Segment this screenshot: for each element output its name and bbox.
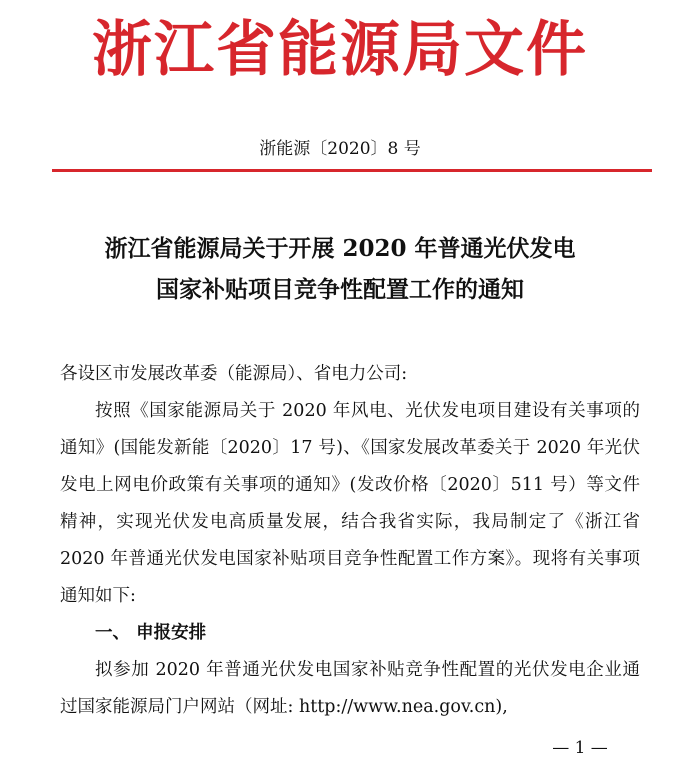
notice-title-line-1: 浙江省能源局关于开展 2020 年普通光伏发电	[104, 235, 576, 262]
salutation: 各设区市发展改革委（能源局）、省电力公司:	[60, 364, 408, 384]
notice-title	[40, 228, 640, 310]
paragraph-2: 拟参加 2020 年普通光伏发电国家补贴竞争性配置的光伏发电企业通过国家能源局门户网站（网址: http://www.nea.gov.cn),	[60, 660, 640, 717]
paragraph-1: 按照《国家能源局关于 2020 年风电、光伏发电项目建设有关事项的通知》(国能发新能〔2020〕17 号)、《国家发展改革委关于 2020 年光伏发电上网电价政策有关事项的通知》(发改价格〔2020〕511 号）等文件精神，实现光伏发电高质量发展，结合我省实际，我局制定了《浙江省 2020 年普通光伏发电国家补贴项目竞争性配置工作方案》。现将有关事项通知如下:	[60, 401, 640, 606]
document-header-title: 浙江省能源局文件	[92, 15, 588, 85]
notice-title-line-2: 国家补贴项目竞争性配置工作的通知	[156, 276, 524, 303]
section-heading: 一、 申报安排	[95, 623, 207, 643]
document-body	[60, 356, 640, 726]
page-number: — 1 —	[552, 738, 608, 758]
document-number: 浙能源〔2020〕8 号	[259, 139, 421, 159]
red-divider-line	[52, 169, 652, 172]
